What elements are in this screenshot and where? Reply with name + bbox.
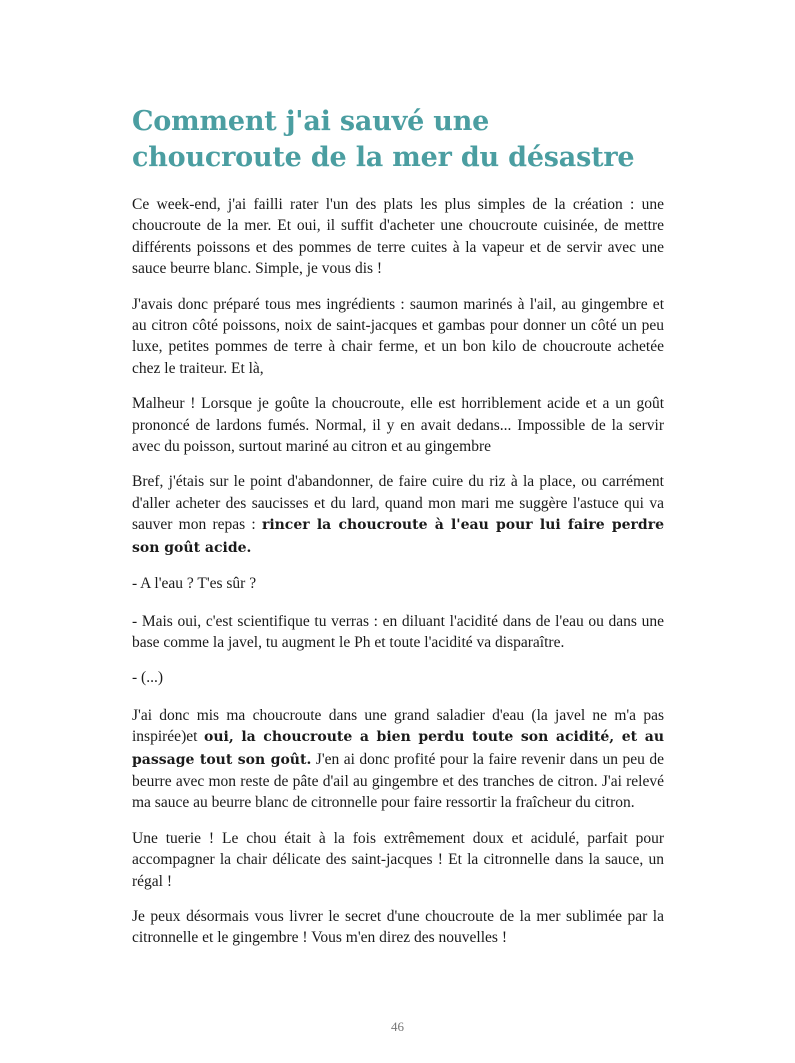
paragraph-text: Bref, j'étais sur le point d'abandonner, de faire cuire du riz à la place, ou carrément d'aller acheter des saucisses et du lard, quand mon mari me suggère l'astuce qui va sauver mon repas : [132,473,664,534]
page-number: 46 [391,1019,404,1034]
bold-result: oui, la choucroute a bien perdu toute son acidité, et au passage tout son goût. [132,729,664,768]
document-page [132,104,664,963]
dialogue-ellipsis [132,667,664,688]
paragraph-text: - Mais oui, c'est scientifique tu verras : en diluant l'acidité dans de l'eau ou dans une base comme la javel, tu augment le Ph et toute l'acidité va disparaître. [132,612,664,651]
bold-tip: rincer la choucroute à l'eau pour lui faire perdre son goût acide. [132,517,664,556]
paragraph-text: Ce week-end, j'ai failli rater l'un des plats les plus simples de la création : une choucroute de la mer. Et oui, il suffit d'acheter une choucroute cuisinée, de mettre différents poissons et des pommes de terre cuites à la vapeur et de servir avec une sauce beurre blanc. Simple, je vous dis ! [132,196,664,278]
paragraph-text: Malheur ! Lorsque je goûte la choucroute, elle est horriblement acide et a un goût prononcé de lardons fumés. Normal, il y en avait dedans... Impossible de la servir avec du poisson, surtout mariné au citron et au gingembre [132,395,664,456]
paragraph-text: J'en ai donc profité pour la faire revenir dans un peu de beurre avec mon reste de pâte d'ail au gingembre et des tranches de citron. J'ai relevé ma sauce au beurre blanc de citronnelle pour faire ressortir la fraîcheur du citron. [132,750,664,812]
paragraph-text: - (...) [132,669,163,687]
paragraph-intro [132,194,664,280]
dialogue-question [132,573,664,594]
article-title: Comment j'ai sauvé une choucroute de la mer du désastre [132,106,635,173]
paragraph-tuerie [132,828,664,892]
paragraph-result [132,705,664,814]
paragraph-astuce [132,471,664,559]
dialogue-answer [132,611,664,654]
paragraph-ingredients [132,294,664,380]
paragraph-text: Une tuerie ! Le chou était à la fois extrêmement doux et acidulé, parfait pour accompagner la chair délicate des saint-jacques ! Et la citronnelle dans la sauce, un régal ! [132,829,664,890]
paragraph-text: J'avais donc préparé tous mes ingrédients : saumon marinés à l'ail, au gingembre et au citron côté poissons, noix de saint-jacques et gambas pour donner un côté un peu luxe, petites pommes de terre à chair ferme, et un bon kilo de choucroute achetée chez le traiteur. Et là, [132,295,664,377]
paragraph-conclusion [132,906,664,949]
paragraph-text: J'ai donc mis ma choucroute dans une grand saladier d'eau (la javel ne m'a pas inspirée)et [132,706,664,746]
paragraph-text: - A l'eau ? T'es sûr ? [132,575,257,593]
paragraph-text: Je peux désormais vous livrer le secret d'une choucroute de la mer sublimée par la citronnelle et le gingembre ! Vous m'en direz des nouvelles ! [132,907,664,947]
paragraph-malheur [132,393,664,457]
